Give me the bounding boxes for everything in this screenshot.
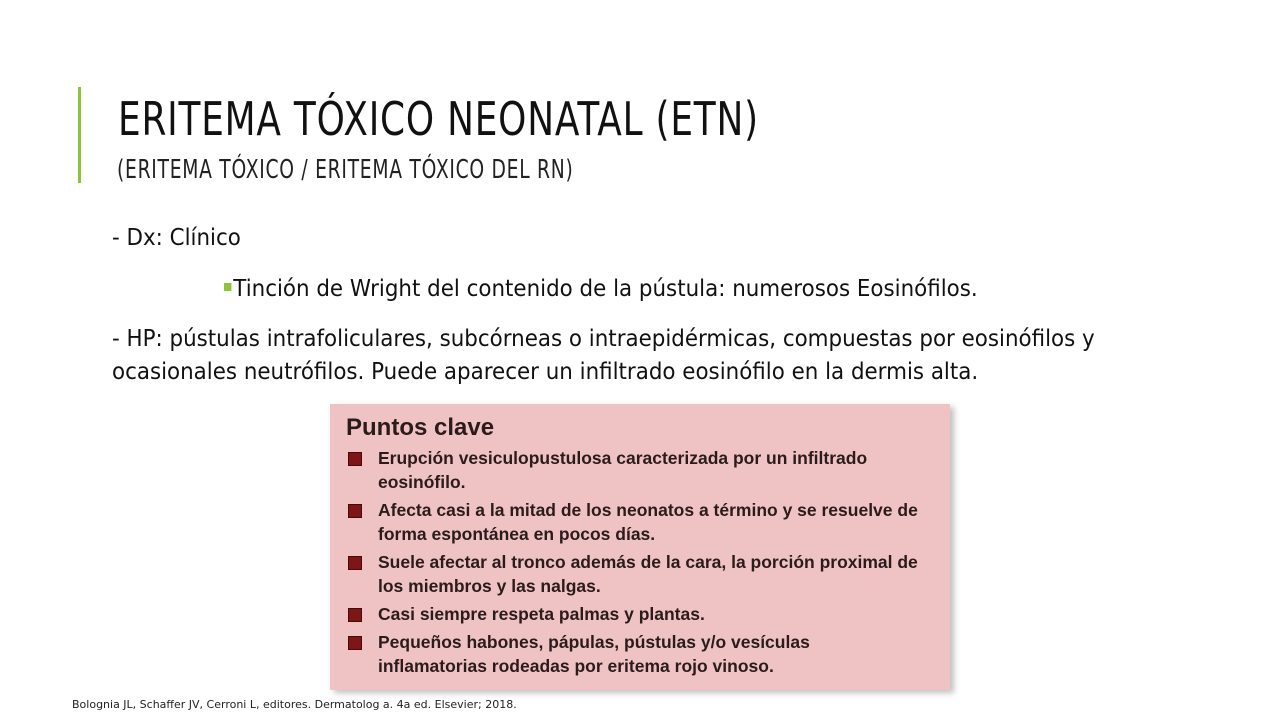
- square-bullet-icon: [348, 556, 362, 570]
- key-point-item: [330, 602, 950, 626]
- square-bullet-icon: [348, 608, 362, 622]
- dx-line: - Dx: Clínico: [112, 225, 241, 251]
- title-accent-bar: [78, 87, 81, 183]
- key-point-item: [330, 498, 950, 546]
- citation: Bolognia JL, Schaffer JV, Cerroni L, editores. Dermatolog a. 4a ed. Elsevier; 2018.: [72, 698, 517, 711]
- key-points-list: [330, 446, 950, 682]
- key-points-title: Puntos clave: [346, 414, 495, 441]
- key-point-text: Suele afectar al tronco además de la cara, la porción proximal de los miembros y las nalgas.: [378, 552, 918, 596]
- wright-bullet-text: Tinción de Wright del contenido de la pústula: numerosos Eosinófilos.: [233, 276, 978, 302]
- key-point-item: [330, 446, 950, 494]
- key-point-item: [330, 550, 950, 598]
- wright-bullet: [224, 273, 978, 306]
- slide-subtitle: (ERITEMA TÓXICO / ERITEMA TÓXICO DEL RN): [117, 155, 574, 185]
- square-bullet-icon: [348, 452, 362, 466]
- hp-paragraph: - HP: pústulas intrafoliculares, subcórneas o intraepidérmicas, compuestas por eosinófilos y ocasionales neutrófilos. Puede aparecer un infiltrado eosinófilo en la dermis alta.: [112, 326, 1095, 385]
- key-point-item: [330, 630, 950, 678]
- key-point-text: Pequeños habones, pápulas, pústulas y/o vesículas inflamatorias rodeadas por eritema rojo vinoso.: [378, 632, 810, 676]
- key-point-text: Erupción vesiculopustulosa caracterizada por un infiltrado eosinófilo.: [378, 448, 868, 492]
- square-bullet-icon: [348, 504, 362, 518]
- key-point-text: Afecta casi a la mitad de los neonatos a término y se resuelve de forma espontánea en pocos días.: [378, 500, 918, 544]
- key-points-box: [330, 404, 950, 690]
- slide-title: ERITEMA TÓXICO NEONATAL (ETN): [118, 92, 759, 146]
- key-point-text: Casi siempre respeta palmas y plantas.: [378, 604, 705, 624]
- square-bullet-icon: [348, 636, 362, 650]
- green-square-bullet-icon: [224, 283, 231, 291]
